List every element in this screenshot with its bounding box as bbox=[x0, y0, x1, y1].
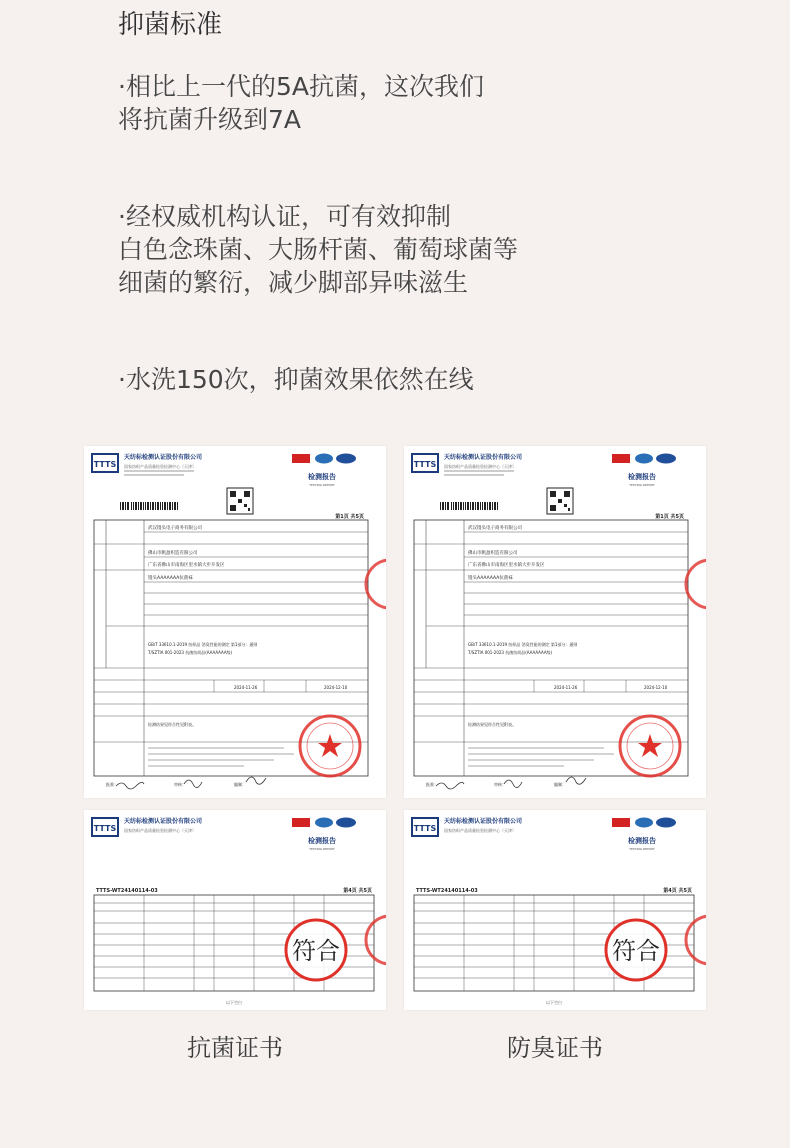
signature-icon bbox=[246, 777, 266, 784]
approver-label: 批准： bbox=[426, 782, 438, 787]
point-line: 将抗菌升级到7A bbox=[118, 105, 302, 134]
standard-text: GB/T 33610.1-2019 纺织品 消臭性能的测定 第1部分：通则 bbox=[468, 642, 578, 647]
side-seal-icon bbox=[366, 560, 386, 608]
report-page-1-antibacterial bbox=[84, 446, 386, 798]
manufacturer-name: 佛山市帆盈织造有限公司 bbox=[148, 551, 198, 556]
report-title-en: TESTING REPORT bbox=[309, 483, 335, 487]
reviewer-label: 审核： bbox=[174, 782, 186, 787]
point-line: ·水洗150次，抑菌效果依然在线 bbox=[118, 365, 474, 394]
editor-label: 编制： bbox=[234, 782, 246, 787]
standard-text-2: T/SZTIA 001-2023 抗菌纺织品(AAAAAAA级) bbox=[468, 650, 553, 655]
report-title-en: TESTING REPORT bbox=[629, 847, 655, 851]
report-number: TTTS-WT24140114-03 bbox=[416, 888, 478, 894]
client-name: 武汉馒头电子商务有限公司 bbox=[148, 526, 202, 531]
sample-name: 馒头AAAAAAA抗菌袜 bbox=[148, 576, 193, 581]
point-certified bbox=[118, 200, 518, 299]
page-number: 第1页 共5页 bbox=[655, 514, 684, 520]
caption-deodorant-certificate: 防臭证书 bbox=[507, 1034, 603, 1062]
company-name: 天纺标检测认证股份有限公司 bbox=[444, 454, 523, 461]
company-name: 天纺标检测认证股份有限公司 bbox=[444, 818, 523, 825]
report-number: TTTS-WT24140114-03 bbox=[96, 888, 158, 894]
conclusion-text: 检测结果见符合性见附表。 bbox=[468, 722, 516, 727]
standard-text-2: T/SZTIA 001-2023 抗菌纺织品(AAAAAAA级) bbox=[148, 650, 233, 655]
ttts-logo-text: TTTS bbox=[413, 824, 437, 833]
manufacturer-name: 佛山市帆盈织造有限公司 bbox=[468, 551, 518, 556]
ttts-logo-text: TTTS bbox=[93, 460, 117, 469]
pass-stamp-text: 符合 bbox=[292, 937, 340, 965]
report-page-1-deodorant bbox=[404, 446, 706, 798]
pass-stamp bbox=[606, 920, 666, 980]
signature-icon bbox=[436, 782, 464, 789]
signature-icon bbox=[504, 780, 522, 788]
standard-text: GB/T 33610.1-2019 纺织品 消臭性能的测定 第1部分：通则 bbox=[148, 642, 258, 647]
receive-date: 2024-11-26 bbox=[234, 685, 258, 690]
report-title: 检测报告 bbox=[308, 473, 336, 481]
signature-icon bbox=[566, 777, 586, 784]
signature-icon bbox=[184, 780, 202, 788]
report-date: 2024-12-10 bbox=[644, 685, 668, 690]
side-seal-icon bbox=[366, 916, 386, 964]
report-page-4-antibacterial bbox=[84, 810, 386, 1010]
center-name: 国家纺织产品质量检验检测中心（天津） bbox=[124, 464, 196, 469]
report-title: 检测报告 bbox=[628, 473, 656, 481]
report-title-en: TESTING REPORT bbox=[309, 847, 335, 851]
editor-label: 编制： bbox=[554, 782, 566, 787]
point-line: ·经权威机构认证，可有效抑制 bbox=[118, 202, 451, 231]
approver-label: 批准： bbox=[106, 782, 118, 787]
red-seal-icon bbox=[300, 716, 360, 776]
signature-icon bbox=[116, 782, 144, 789]
point-line: ·相比上一代的5A抗菌，这次我们 bbox=[118, 72, 484, 101]
section-title: 抑菌标准 bbox=[118, 10, 223, 40]
company-name: 天纺标检测认证股份有限公司 bbox=[124, 454, 203, 461]
side-seal-icon bbox=[686, 560, 706, 608]
page-end-note: 以下空白 bbox=[546, 1000, 562, 1005]
client-name: 武汉馒头电子商务有限公司 bbox=[468, 526, 522, 531]
manufacturer-address: 广东省佛山市南海区里水镇大步开发区 bbox=[148, 563, 225, 568]
side-seal-icon bbox=[686, 916, 706, 964]
ttts-logo-text: TTTS bbox=[413, 460, 437, 469]
point-upgrade bbox=[118, 70, 484, 136]
report-title: 检测报告 bbox=[628, 837, 656, 845]
ttts-logo-text: TTTS bbox=[93, 824, 117, 833]
center-name: 国家纺织产品质量检验检测中心（天津） bbox=[444, 828, 516, 833]
point-line: 细菌的繁衍，减少脚部异味滋生 bbox=[118, 268, 469, 297]
report-title-en: TESTING REPORT bbox=[629, 483, 655, 487]
reviewer-label: 审核： bbox=[494, 782, 506, 787]
center-name: 国家纺织产品质量检验检测中心（天津） bbox=[124, 828, 196, 833]
conclusion-text: 检测结果见符合性见附表。 bbox=[148, 722, 196, 727]
red-seal-icon bbox=[620, 716, 680, 776]
report-page-4-deodorant bbox=[404, 810, 706, 1010]
page-number: 第4页 共5页 bbox=[343, 888, 372, 894]
report-title: 检测报告 bbox=[308, 837, 336, 845]
page-end-note: 以下空白 bbox=[226, 1000, 242, 1005]
pass-stamp bbox=[286, 920, 346, 980]
manufacturer-address: 广东省佛山市南海区里水镇大步开发区 bbox=[468, 563, 545, 568]
receive-date: 2024-11-26 bbox=[554, 685, 578, 690]
caption-antibacterial-certificate: 抗菌证书 bbox=[187, 1034, 283, 1062]
point-washing bbox=[118, 363, 474, 396]
pass-stamp-text: 符合 bbox=[612, 937, 660, 965]
center-name: 国家纺织产品质量检验检测中心（天津） bbox=[444, 464, 516, 469]
report-date: 2024-12-10 bbox=[324, 685, 348, 690]
page-number: 第4页 共5页 bbox=[663, 888, 692, 894]
point-line: 白色念珠菌、大肠杆菌、葡萄球菌等 bbox=[118, 235, 519, 264]
page-number: 第1页 共5页 bbox=[335, 514, 364, 520]
company-name: 天纺标检测认证股份有限公司 bbox=[124, 818, 203, 825]
sample-name: 馒头AAAAAAA抗菌袜 bbox=[468, 576, 513, 581]
